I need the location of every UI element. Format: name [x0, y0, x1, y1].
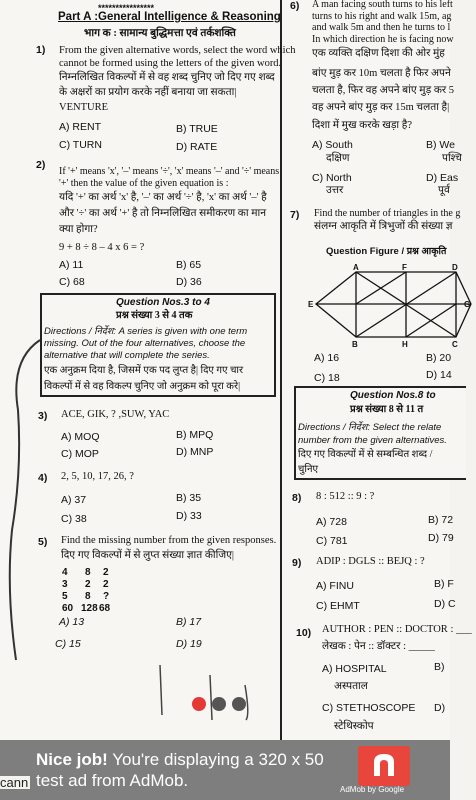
q5-option-d: D) 19 [176, 638, 202, 650]
part-title: Part A :General Intelligence & Reasoning [58, 11, 281, 23]
grid-cell: 3 [62, 579, 68, 590]
grid-cell: 8 [85, 567, 91, 578]
q6-option-b-hindi: पश्चि [442, 153, 462, 164]
q1-number: 1) [36, 44, 46, 56]
q6-line2: turns to his right and walk 15m, ag [312, 11, 452, 22]
grid-cell: 4 [62, 567, 68, 578]
q2-option-d: D) 36 [176, 276, 202, 288]
directions-box-8-11 [294, 386, 466, 480]
q9-option-b: B) F [434, 578, 454, 590]
q4-option-c: C) 38 [61, 513, 87, 525]
q1-hindi2: के अक्षरों का प्रयोग करके नहीं बनाया जा सकता| [59, 87, 237, 98]
stars-line: **************** [98, 3, 155, 13]
box-directions-3: alternative that will complete the series. [44, 350, 210, 361]
q10-option-a-hindi: अस्पताल [334, 681, 368, 692]
q9-option-c: C) EHMT [316, 600, 360, 612]
q3-option-c: C) MOP [61, 448, 99, 460]
q7-option-b: B) 20 [426, 352, 452, 364]
fig-label-c: C [452, 340, 458, 349]
grid-cell: 5 [62, 591, 68, 602]
fig-label-d: D [452, 263, 458, 272]
q1-hindi1: निम्नलिखित विकल्पों में से वह शब्द चुनिए जो दिए गए शब्द [59, 72, 275, 83]
q5-number: 5) [38, 536, 48, 548]
pencil-mark-bracket [0, 330, 60, 710]
box-directions-5: विकल्पों में से वह विकल्प चुनिए जो अनुक्रम को पूरा करे| [44, 381, 241, 392]
q8-option-a: A) 728 [316, 516, 347, 528]
q9-option-a: A) FINU [316, 580, 354, 592]
q6-option-d-hindi: पूर्व [438, 185, 450, 196]
box-title-hindi: प्रश्न संख्या 3 से 4 तक [116, 310, 193, 321]
q4-number: 4) [38, 472, 48, 484]
grid-cell: 60 [62, 603, 74, 614]
box2-title: Question Nos.8 to [350, 390, 436, 401]
q3-series: ACE, GIK, ? ,SUW, YAC [61, 409, 170, 420]
grid-cell: 68 [99, 603, 111, 614]
q1-line2: cannot be formed using the letters of the given word. [59, 58, 282, 69]
q1-line1: From the given alternative words, select the word which [59, 45, 296, 56]
page-indicator-dots[interactable] [192, 697, 246, 711]
grid-cell: ? [103, 591, 110, 602]
q6-hindi4: वह अपने बांए मुड़ कर 15m चलता है| [312, 102, 450, 113]
q4-option-d: D) 33 [176, 510, 202, 522]
q4-series: 2, 5, 10, 17, 26, ? [61, 471, 134, 482]
q6-line1: A man facing south turns to his left [312, 0, 453, 10]
grid-cell: 2 [103, 579, 109, 590]
q4-option-b: B) 35 [176, 492, 202, 504]
q10-option-b: B) [434, 661, 445, 673]
box-directions-4: एक अनुक्रम दिया है, जिसमें एक पद लुप्त है| दिए गए चार [44, 365, 244, 376]
q10-hindi: लेखक : पेन :: डॉक्टर : _____ [322, 641, 435, 652]
q9-option-d: D) C [434, 598, 456, 610]
q7-number: 7) [290, 209, 300, 221]
bottom-left-text: cann [0, 775, 29, 790]
ad-text-line2: test ad from AdMob. [36, 771, 189, 790]
box2-directions-1: Directions / निर्देश: Select the relate [298, 422, 442, 433]
q2-line1: If '+' means 'x', '–' means '÷', 'x' means '–' and '÷' means [59, 166, 280, 177]
q3-option-d: D) MNP [176, 446, 214, 458]
q8-text: 8 : 512 :: 9 : ? [316, 491, 375, 502]
q2-option-c: C) 68 [59, 276, 85, 288]
q7-line1: Find the number of triangles in the g [314, 208, 461, 219]
q7-triangle-figure [306, 262, 476, 348]
q6-option-d: D) Eas [426, 172, 459, 184]
box2-title-hindi: प्रश्न संख्या 8 से 11 त [350, 404, 424, 415]
grid-cell: 2 [85, 579, 91, 590]
grid-cell: 128 [81, 603, 98, 614]
q10-option-a: A) HOSPITAL [322, 663, 387, 675]
fig-label-h: H [402, 340, 408, 349]
ad-badge: AdMob by Google [340, 785, 405, 794]
q6-line3: and walk 5m and then he turns to l [312, 22, 451, 33]
q1-option-c: C) TURN [59, 139, 102, 151]
q6-line4: In which direction he is facing now [312, 34, 454, 45]
q6-option-a-hindi: दक्षिण [326, 153, 350, 164]
directions-box-3-4 [40, 293, 276, 397]
q2-equation: 9 + 8 ÷ 8 – 4 x 6 = ? [59, 242, 145, 253]
grid-cell: 2 [103, 567, 109, 578]
box-directions-1: Directions / निर्देश: A series is given with one term [44, 326, 248, 337]
q7-option-a: A) 16 [314, 352, 340, 364]
q3-option-a: A) MOQ [61, 431, 100, 443]
q2-hindi2: और '÷' का अर्थ '+' है तो निम्नलिखित समीकरण का मान [59, 208, 267, 219]
q4-option-a: A) 37 [61, 494, 87, 506]
dot[interactable] [232, 697, 246, 711]
q7-hindi1: संलग्न आकृति में त्रिभुजों की संख्या ज्ञ [314, 221, 453, 232]
ad-text-bold: Nice job! [36, 750, 108, 769]
box-title: Question Nos.3 to 4 [116, 297, 210, 308]
ad-text-rest: You're displaying a 320 x 50 [107, 750, 324, 769]
q5-option-b: B) 17 [176, 616, 202, 628]
q5-line1: Find the missing number from the given responses. [61, 535, 277, 546]
fig-label-e: E [308, 300, 314, 309]
q7-option-c: C) 18 [314, 372, 340, 384]
dot[interactable] [212, 697, 226, 711]
q6-hindi3: चलता है, फिर वह अपने बांए मुड़ कर 5 [312, 85, 455, 96]
q10-option-d: D) [434, 702, 446, 714]
q10-text: AUTHOR : PEN :: DOCTOR : ___ [322, 624, 472, 635]
q2-option-a: A) 11 [59, 259, 84, 271]
q6-number: 6) [290, 0, 300, 12]
column-divider [280, 0, 282, 740]
q8-option-c: C) 781 [316, 535, 348, 547]
grid-cell: 8 [85, 591, 91, 602]
fig-label-a: A [353, 263, 359, 272]
q2-hindi3: क्या होगा? [59, 224, 98, 235]
box2-directions-3: दिए गए विकल्पों में से सम्बन्धित शब्द / [298, 449, 433, 460]
q7-figure-title: Question Figure / प्रश्न आकृति [326, 246, 447, 257]
q10-option-c: C) STETHOSCOPE [322, 702, 416, 714]
q8-number: 8) [292, 492, 302, 504]
q5-option-c: C) 15 [55, 638, 81, 650]
pencil-mark-scribble [150, 655, 280, 725]
box-directions-2: missing. Out of the four alternatives, choose the [44, 338, 246, 349]
admob-logo-icon[interactable] [358, 746, 410, 786]
q6-option-b: B) We [426, 139, 455, 151]
q2-line2: '+' then the value of the given equation is : [59, 178, 229, 189]
q10-option-c-hindi: स्टेथिस्कोप [334, 721, 374, 732]
q8-option-d: D) 79 [428, 532, 454, 544]
fig-label-b: B [352, 340, 358, 349]
q1-option-b: B) TRUE [176, 123, 218, 135]
box2-directions-2: number from the given alternatives. [298, 435, 447, 446]
dot-active[interactable] [192, 697, 206, 711]
q10-number: 10) [296, 627, 312, 639]
q8-option-b: B) 72 [428, 514, 454, 526]
q5-hindi1: दिए गए विकल्पों में से लुप्त संख्या ज्ञात कीजिए| [61, 550, 235, 561]
q3-option-b: B) MPQ [176, 429, 214, 441]
part-subtitle: भाग क : सामान्य बुद्धिमत्ता एवं तर्कशक्ति [84, 28, 236, 39]
q2-number: 2) [36, 159, 46, 171]
q6-option-a: A) South [312, 139, 353, 151]
q7-option-d: D) 14 [426, 369, 452, 381]
q1-word: VENTURE [59, 102, 108, 113]
fig-label-g: G [464, 300, 471, 309]
q3-number: 3) [38, 410, 48, 422]
q1-option-d: D) RATE [176, 141, 218, 153]
q9-text: ADIP : DGLS :: BEJQ : ? [316, 556, 425, 567]
fig-label-f: F [402, 263, 407, 272]
q5-option-a: A) 13 [59, 616, 85, 628]
box2-directions-4: चुनिए [298, 464, 319, 475]
ad-text[interactable] [36, 749, 324, 791]
q9-number: 9) [292, 557, 302, 569]
q2-hindi1: यदि '+' का अर्थ 'x' है, '–' का अर्थ '÷' है, 'x' का अर्थ '–' है [59, 192, 267, 203]
q2-option-b: B) 65 [176, 259, 202, 271]
q6-hindi1: एक व्यक्ति दक्षिण दिशा की ओर मुंह [312, 48, 445, 59]
q6-hindi5: दिशा में मुख करके खड़ा है? [312, 120, 413, 131]
q1-option-a: A) RENT [59, 121, 101, 133]
q6-option-c: C) North [312, 172, 352, 184]
q6-option-c-hindi: उत्तर [326, 185, 344, 196]
q6-hindi2: बांए मुड़ कर 10m चलता है फिर अपने [312, 68, 451, 79]
